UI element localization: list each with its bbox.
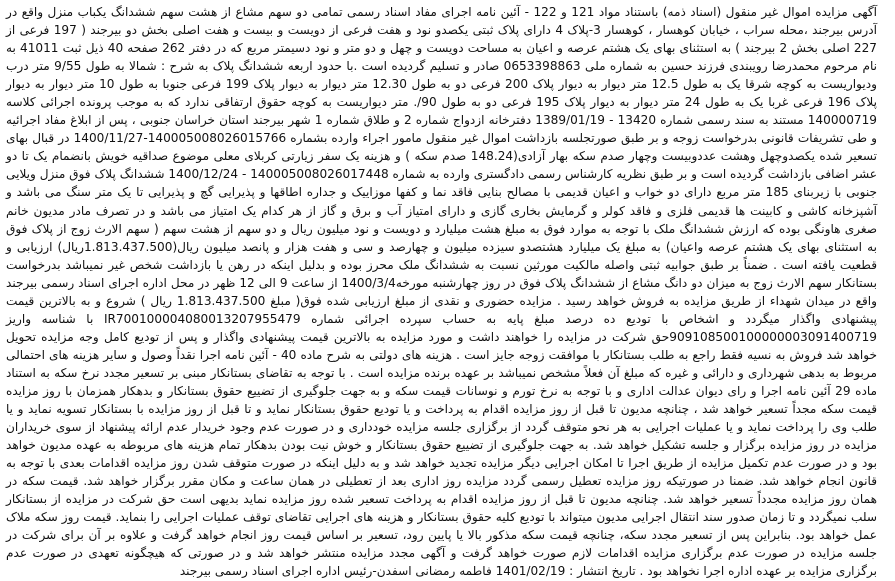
notice-body-text: آگهی مزایده اموال غیر منقول (اسناد ذمه) باستناد مواد 121 و 122 - آئین نامه اجرای مفاد اسناد رسمی تمامی دو سهم مشاع از هشت سهم ششدانگ یکباب منزل واقع در آدرس بیرجند ،محله سراب ، خیابان کوهسار ، کوهسار 3-پلاک 4 دارای پلاک ثبتی یکصدو نود و هفت فرعی از دویست و بیست و هفت اصلی بخش دو بیرجند ( 197 فرعی از 227 اصلی بخش 2 بیرجند ) به استثنای بهای یک هشتم عرصه و اعیان به مساحت دویست و چهل و دو متر و نود دسیمتر مربع که در دفتر 262 صفحه 40 ذیل ثبت 41011 به نام مرحوم محمدرضا رویبندی فرزند حسین به شماره ملی 0653398863 صادر و تسلیم گردیده است .با حدود اربعه ششدانگ پلاک به شرح : شمالا به طول 9/55 متر درب ودیواریست به کوچه شرقا یک به طول 12.5 متر دیوار به دیوار پلاک 200 فرعی دو به طول 12.30 متر دیوار به دیوار پلاک 199 فرعی جنوبا به طول 10 متر دیوار به دیوار پلاک 196 فرعی غربا یک به طول 24 متر دیوار به دیوار پلاک 195 فرعی دو به طول 90/. متر دیواریست به کوچه حقوق ارتفاقی ندارد که به موجب پرونده اجرائی کلاسه 140000719 مستند به سند رسمی شماره 13420 - 1389/01/19 دفترخانه ازدواج شماره 2 و طلاق شماره 1 شهر بیرجند استان خراسان جنوبی ، پس از ابلاغ مفاد اجرائیه و طی تشریفات قانونی بدرخواست زوجه و بر طبق صورتجلسه بازداشت اموال غیر منقول مامور اجراء وارده بشماره 140005008026015766-1400/11/27 در قبال بهای تسعیر شده یکصدوچهل وهشت عددوبیست وچهار صدم سکه بهار آزادی(148.24 صدم سکه ) و هزینه یک سفر زیارتی کربلای معلی موضوع صداقیه خویش بانضمام یک تا دو عشر اضافی بازداشت گردیده است و بر طبق نظریه کارشناس رسمی دادگستری وارده به شماره 140005008026017448 - 1400/12/24 ششدانگ پلاک فوق منزل ویلایی جنوبی با زیربنای 185 متر مربع دارای دو خواب و اعیان قدیمی با مصالح بنایی فاقد نما و کفها موزاییک و جداره اطاقها و پذیرایی گچ و پذیرایی تا یک متر سنگ می باشد و آشپزخانه کاشی و کابینت ها قدیمی فلزی و فاقد کولر و گرمایش بخاری گازی و دارای امتیاز آب و برق و گاز از هر کدام یک امتیاز می باشد و در تصرف مادر مدیون خانم صغری هاونگی بوده که ارزش ششدانگ ملک با توجه به موارد فوق به مبلغ هشت میلیارد و دویست و نود میلیون ریال و دو سهم از هشت سهم ( سهم الارث زوج از پلاک فوق به استثنای بهای یک هشتم عرصه واعیان) به مبلغ یک میلیارد هشتصدو سیزده میلیون و چهارصد و سی و هفت هزار و پانصد میلیون ریال(1.813.437.500ریال) ارزیابی و قطعیت یافته است . ضمناً بر طبق جوابیه ثبتی واصله مالکیت مورثین نسبت به ششدانگ ملک محرز بوده و بدلیل اینکه در رهن یا بازداشت شخص غیر نمیباشد بدرخواست بستانکار سهم الارث زوج به میزان دو دانگ مشاع از ششدانگ پلاک فوق در روز چهارشنبه مورخه1400/3/4 از ساعت 9 الی 12 ظهر در محل اداره اجرای اسناد رسمی بیرجند واقع در میدان شهداء از طریق مزایده به فروش خواهد رسید . مزایده حضوری و نقدی از مبلغ ارزیابی شده فوق( مبلغ 1.813.437.500 ریال ) شروع و به بالاترین قیمت پیشنهادی واگذار میگردد و اشخاص با تودیع ده درصد مبلغ پایه به حساب سپرده اجرائی شماره IR700100004080013207955479 با شناسه واریز 909108500100000003091400719حق شرکت در مزایده را خواهند داشت و مورد مزایده به بالاترین قیمت پیشنهادی واگذار و پس از تودیع کامل وجه مزایده تحویل خواهد شد فروش به نسیه فقط راجع به طلب بستانکار با موافقت زوجه جایز است . هزینه های دولتی به شرح ماده 40 - آئین نامه اجرا نقداً وصول و سایر هزینه های احتمالی مربوط به بدهی شهرداری و دارائی و غیره که مبلغ آن فعلاً مشخص نمیباشد بر عهده برنده مزایده است . با توجه به تقاضای بستانکار مبنی بر تسعیر مجدد نرخ سکه به استناد ماده 29 آئین نامه اجرا و رای دیوان عدالت اداری و با توجه به نرخ تورم و نوسانات قیمت سکه و به جهت جلوگیری از تضییع حقوق بستانکار و بدهکار همزمان با روز مزایده قیمت سکه مجداً تسعیر خواهد شد ، چنانچه مدیون تا قبل از روز مزایده اقدام به پرداخت و یا تودیع حقوق بستانکار نماید و تا قبل از روز مزایده با بستانکار تسویه نماید و یا طلب وی را پرداخت نماید و یا عملیات اجرایی به هر نحو متوقف گردد از برگزاری جلسه مزایده خودداری و در صورت عدم وجود خریدار عدم ارائه پیشنهاد از سوی خریداران مزایده در روز مزایده برگزار و جلسه تشکیل خواهد شد. به جهت جلوگیری از تضییع حقوق بستانکار و خوش نیت بودن بدهکار تمام هزینه های مربوطه به عهده مدیون خواهد بود و در صورت عدم تکمیل مزایده از طریق اجرا تا امکان اجرایی دیگر مزایده تجدید خواهد شد و به دلیل اینکه در صورت متوقف شدن روز مزایده اقدامات بعدی با توجه به قانون انجام خواهد شد. ضمنا در صورتیکه روز مزایده تعطیل رسمی گردد مزایده روز اداری بعد از تعطیلی در همان ساعت و مکان مقرر برگزار خواهد شد. قیمت سکه در همان روز مزایده مجدداً تسعیر خواهد شد. چنانچه مدیون تا قبل از روز مزایده اقدام به پرداخت تسعیر شده روز مزایده نماید بدیهی است حق شرکت در مزایده از بستانکار سلب نمیگردد و تا زمان صدور سند انتقال اجرایی مدیون میتواند با تودیع کلیه حقوق بستانکار و هزینه های اجرایی تقاضای توقف عملیات اجرایی را بنماید. قیمت روز سکه ملاک عمل خواهد بود. بنابراین پس از تسعیر مجدد سکه، چنانچه قیمت سکه مذکور بالا یا پایین رود، تسعیر بر اساس قیمت روز انجام خواهد گرفت و علاوه بر آن برای شرکت در جلسه مزایده در صورت عدم برگزاری مزایده اقدامات لازم صورت خواهد گرفت و آگهی مجدد مزایده منتشر خواهد شد و در صورتی که هیچگونه تعهدی در صورت عدم برگزاری مزایده بر عهده اداره اجرا نخواهد بود . تاریخ انتشار : 1401/02/19 فاطمه رمضانی اسفدن-رئیس اداره اجرای اسناد رسمی بیرجند xyxy=(6,5,878,579)
